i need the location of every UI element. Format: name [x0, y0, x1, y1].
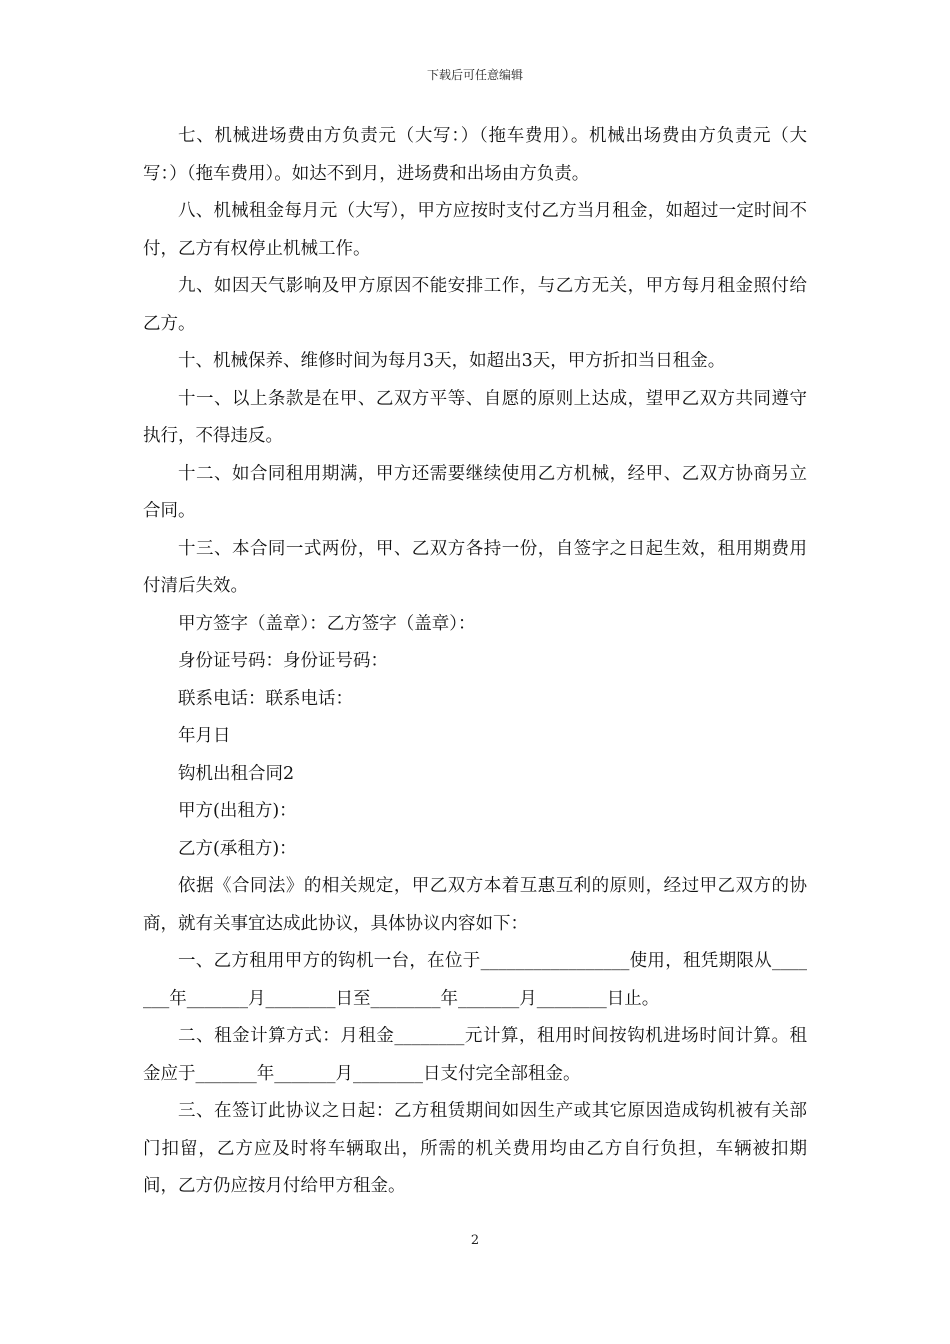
clause-3: 三、在签订此协议之日起：乙方租赁期间如因生产或其它原因造成钩机被有关部门扣留，乙方应及时将车辆取出，所需的机关费用均由乙方自行负担，车辆被扣期间，乙方仍应按月付给甲方租金。 — [143, 1101, 807, 1196]
date-line: 年月日 — [178, 726, 231, 746]
clause-10: 十、机械保养、维修时间为每月3天，如超出3天，甲方折扣当日租金。 — [178, 351, 726, 371]
page-header: 下载后可任意编辑 — [426, 68, 523, 82]
clause-11: 十一、以上条款是在甲、乙双方平等、自愿的原则上达成，望甲乙双方共同遵守执行，不得违反。 — [143, 388, 807, 446]
signature-line: 甲方签字（盖章）：乙方签字（盖章）： — [178, 613, 476, 634]
clause-13: 十三、本合同一式两份，甲、乙双方各持一份，自签字之日起生效，租用期费用付清后失效。 — [143, 538, 807, 596]
clause-2: 二、租金计算方式：月租金________元计算，租用时间按钩机进场时间计算。租金应于_______年_______月________日支付完全部租金。 — [143, 1026, 807, 1084]
contract-title: 钩机出租合同2 — [178, 763, 295, 784]
party-a-line: 甲方(出租方)： — [178, 801, 297, 821]
preamble: 依据《合同法》的相关规定，甲乙双方本着互惠互利的原则，经过甲乙双方的协商，就有关事宜达成此协议，具体协议内容如下： — [143, 876, 807, 934]
clause-9: 九、如因天气影响及甲方原因不能安排工作，与乙方无关，甲方每月租金照付给乙方。 — [143, 276, 807, 334]
document-body — [143, 118, 807, 1206]
id-number-line: 身份证号码：身份证号码： — [178, 651, 388, 671]
phone-line: 联系电话：联系电话： — [178, 688, 353, 709]
page-number: 2 — [470, 1233, 480, 1248]
clause-8: 八、机械租金每月元（大写），甲方应按时支付乙方当月租金，如超过一定时间不付，乙方有权停止机械工作。 — [143, 201, 807, 259]
clause-7: 七、机械进场费由方负责元（大写：）（拖车费用）。机械出场费由方负责元（大写：）（拖车费用）。如达不到月，进场费和出场由方负责。 — [143, 126, 807, 184]
clause-1: 一、乙方租用甲方的钩机一台，在位于_________________使用，租凭期限从_______年_______月________日至________年_______月________日止。 — [143, 951, 807, 1009]
clause-12: 十二、如合同租用期满，甲方还需要继续使用乙方机械，经甲、乙双方协商另立合同。 — [143, 463, 807, 521]
party-b-line: 乙方(承租方)： — [178, 838, 297, 859]
